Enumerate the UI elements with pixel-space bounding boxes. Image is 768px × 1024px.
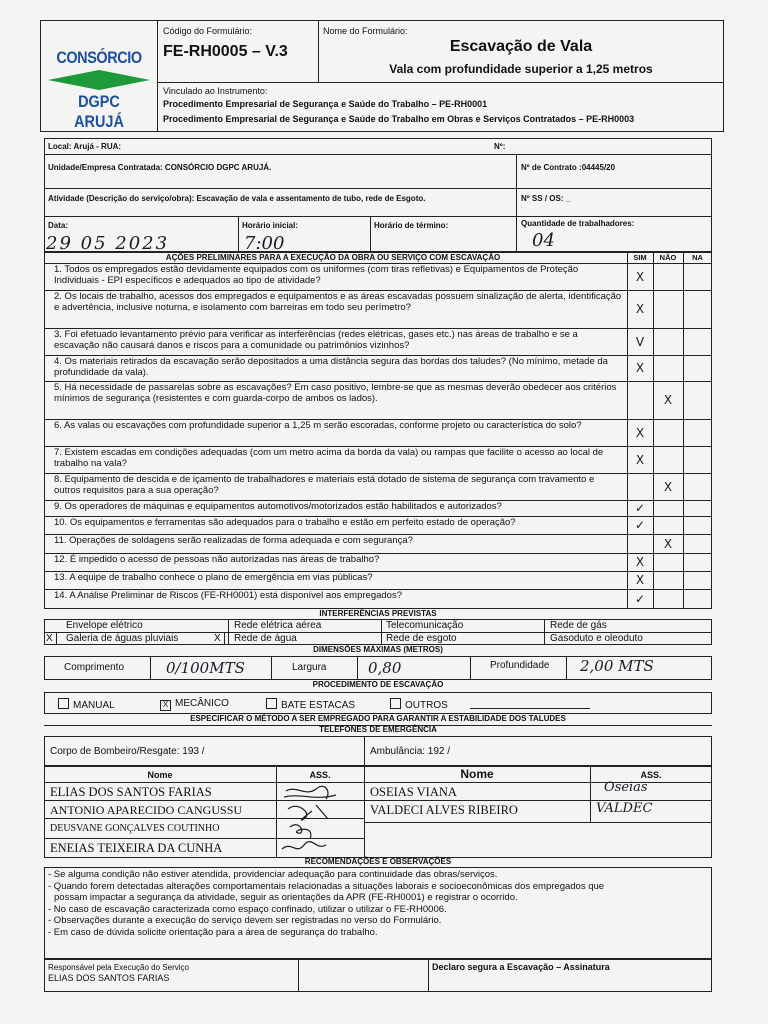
code-value: FE-RH0005 – V.3 [163, 43, 288, 60]
interf-rede-eletrica-aerea: Rede elétrica aérea [234, 620, 322, 631]
checklist-mark-sim: X [635, 453, 645, 467]
opt-mecanico-label: MECÂNICO [175, 698, 229, 709]
col-sim: SIM [633, 253, 647, 262]
interf-gasoduto-oleoduto: Gasoduto e oleoduto [550, 633, 643, 644]
form-subtitle: Vala com profundidade superior a 1,25 metros [389, 62, 653, 76]
name-label: Nome do Formulário: [323, 26, 408, 36]
procedimento-box [44, 692, 712, 714]
qtd-value: 04 [532, 230, 555, 251]
manual-checkbox [58, 698, 69, 709]
worker-5-signature: Oseias [604, 780, 648, 795]
recomendacao-5: - Em caso de dúvida solicite orientação para a área de segurança do trabalho. [48, 926, 378, 938]
opt-bate-estacas-label: BATE ESTACAS [281, 700, 356, 711]
checklist-mark-nao: X [663, 393, 673, 407]
checklist-item-text: 4. Os materiais retirados da escavação serão depositados a uma distância segura das bordas dos taludes? (No mínimo, metade da profundidade da vala). [54, 356, 608, 378]
comprimento-label: Comprimento [64, 662, 125, 673]
checklist-mark-sim: V [635, 335, 645, 349]
opt-manual [58, 698, 115, 711]
opt-bate-estacas [266, 698, 355, 711]
col-na: NA [692, 253, 703, 262]
worker-6-signature: VALDEC [596, 801, 653, 816]
ambulancia-phone: Ambulância: 192 / [370, 746, 451, 757]
logo-line1: CONSÓRCIO [56, 48, 142, 67]
checklist-mark-nao: X [663, 480, 673, 494]
recomendacao-3: - No caso de escavação caracterizada como espaço confinado, utilizar o utilizar o FE-RH0006. [48, 903, 447, 915]
checklist-item-text: 11. Operações de soldagens serão realizadas de forma adequada e com segurança? [54, 535, 413, 546]
checklist-mark-sim: X [635, 270, 645, 284]
opt-manual-label: MANUAL [73, 700, 115, 711]
linked-label: Vinculado ao Instrumento: [163, 86, 268, 96]
ss-os-field: Nº SS / OS: _ [521, 194, 571, 203]
linked-2: Procedimento Empresarial de Segurança e Saúde do Trabalho em Obras e Serviços Contratados – PE-RH0003 [163, 114, 635, 124]
checklist-mark-sim: ✓ [634, 592, 646, 606]
declaro-assinatura: Declaro segura a Escavação – Assinatura [432, 962, 610, 972]
local-field: Local: Arujá - RUA: [48, 142, 122, 151]
recomendacoes-heading: RECOMENDAÇÕES E OBSERVAÇÕES [304, 857, 452, 866]
checklist-item-text: 3. Foi efetuado levantamento prévio para verificar as interferências (redes elétricas, gases etc.) nas áreas de trabalho e se a escavação não causará danos e riscos para a comunidade ou patrimônios vizinhos? [54, 329, 578, 351]
atividade-field: Atividade (Descrição do serviço/obra): Escavação de vala e assentamento de tubo, rede de Esgoto. [48, 194, 426, 203]
checklist-mark-sim: X [635, 426, 645, 440]
mecanico-checkbox: X [160, 700, 171, 711]
checklist-mark-sim: X [635, 573, 645, 587]
checklist-item-text: 5. Há necessidade de passarelas sobre as escavações? Em caso positivo, lembre-se que as mesmas deverão obedecer aos critérios mínimos de segurança (resistentes e com guarda-corpo de ambos os lados). [54, 382, 617, 404]
recomendacao-2: - Quando forem detectadas alterações comportamentais relacionadas a situações laborais e socioeconômicas dos empregados que possam impactar a segurança da atividade, seguir as orientações da APR (FE-RH0001) e registrar o ocorrido. [48, 880, 605, 903]
logo-line2: DGPC ARUJÁ [74, 92, 124, 131]
checklist-item-text: 7. Existem escadas em condições adequadas (com um metro acima da borda da vala) ou rampas que facilite o acesso ao local de trabalho na vala? [54, 447, 604, 469]
code-label: Código do Formulário: [163, 26, 253, 36]
recomendacao-1: - Se alguma condição não estiver atendida, providenciar adequação para continuidade das obras/serviços. [48, 869, 498, 880]
telefones-heading: TELEFONES DE EMERGÊNCIA [319, 725, 437, 734]
profundidade-value: 2,00 MTS [580, 657, 654, 675]
interferencias-heading: INTERFERÊNCIAS PREVISTAS [319, 609, 437, 618]
checklist-item-text: 6. As valas ou escavações com profundidade superior a 1,25 m serão escoradas, conforme projeto ou característica do solo? [54, 420, 582, 431]
checklist-mark-sim: X [635, 361, 645, 375]
worker-3: DEUSVANE GONÇALVES COUTINHO [50, 823, 220, 834]
interf-rede-de-gas: Rede de gás [550, 620, 607, 631]
checklist-mark-sim: ✓ [634, 518, 646, 532]
responsavel-label: Responsável pela Execução do Serviço [48, 963, 189, 972]
opt-outros-label: OUTROS [405, 700, 448, 711]
interf-galeria-mark: X [46, 633, 53, 644]
interf-envelope-eletrico: Envelope elétrico [66, 620, 143, 631]
interf-galeria-aguas-pluviais: Galeria de águas pluviais [66, 633, 179, 644]
opt-mecanico [160, 698, 229, 711]
largura-value: 0,80 [368, 659, 402, 677]
equipe-col-ass-right: ASS. [640, 770, 662, 780]
interf-rede-agua-mark: X [214, 633, 221, 644]
checklist-heading: AÇÕES PRELIMINARES PARA A EXECUÇÃO DA OBRA OU SERVIÇO COM ESCAVAÇÃO [165, 253, 501, 262]
opt-outros [390, 698, 448, 711]
checklist-item-text: 2. Os locais de trabalho, acessos dos empregados e equipamentos e as áreas escavadas possuem sinalização de alerta, identificação e advertência, inclusive noturna, e isolamento com barreiras em todo seu perímetro? [54, 291, 622, 313]
metodo-heading: ESPECIFICAR O MÉTODO A SER EMPREGADO PARA GARANTIR A ESTABILIDADE DOS TALUDES [190, 714, 566, 723]
worker-2: ANTONIO APARECIDO CANGUSSU [50, 803, 243, 817]
interf-rede-de-agua: Rede de água [234, 633, 297, 644]
equipe-col-ass-left: ASS. [309, 770, 331, 780]
n-field: Nº: [494, 142, 506, 151]
form-title: Escavação de Vala [449, 38, 593, 55]
worker-6: VALDECI ALVES RIBEIRO [370, 803, 518, 817]
checklist-mark-sim: X [635, 302, 645, 316]
signature-scribbles [276, 783, 364, 857]
procedimento-heading: PROCEDIMENTO DE ESCAVAÇÃO [312, 680, 444, 689]
dimensoes-heading: DIMENSÕES MÁXIMAS (METROS) [313, 645, 443, 654]
data-label: Data: [48, 221, 69, 230]
worker-1: ELIAS DOS SANTOS FARIAS [50, 785, 212, 799]
checklist-item-text: 9. Os operadores de máquinas e equipamentos automotivos/motorizados estão habilitados e autorizados? [54, 501, 502, 512]
recomendacoes-list [48, 869, 608, 938]
unidade-field: Unidade/Empresa Contratada: CONSÓRCIO DGPC ARUJÁ. [48, 163, 272, 172]
interf-rede-de-esgoto: Rede de esgoto [386, 633, 457, 644]
recomendacao-4: - Observações durante a execução do serviço devem ser registradas no verso do Formulário. [48, 915, 442, 926]
responsavel-name: ELIAS DOS SANTOS FARIAS [48, 973, 170, 983]
comprimento-value: 0/100MTS [166, 659, 245, 677]
hora-fim-label: Horário de término: [374, 221, 449, 230]
checklist-mark-sim: ✓ [634, 501, 646, 515]
checklist-item-text: 13. A equipe de trabalho conhece o plano de emergência em vias públicas? [54, 572, 373, 583]
logo [44, 40, 154, 131]
hora-ini-label: Horário inicial: [242, 221, 299, 230]
checklist-item-text: 10. Os equipamentos e ferramentas são adequados para o trabalho e estão em perfeito estado de operação? [54, 517, 516, 528]
outros-checkbox [390, 698, 401, 709]
bate-estacas-checkbox [266, 698, 277, 709]
data-value: 29 05 2023 [46, 233, 170, 254]
checklist-mark-sim: X [635, 555, 645, 569]
linked-1: Procedimento Empresarial de Segurança e Saúde do Trabalho – PE-RH0001 [163, 99, 488, 109]
col-nao: NÃO [659, 253, 677, 262]
worker-5: OSEIAS VIANA [370, 785, 457, 799]
bombeiro-phone: Corpo de Bombeiro/Resgate: 193 / [50, 746, 205, 757]
checklist-item-text: 8. Equipamento de descida e de içamento de trabalhadores e materiais está dotado de sistema de segurança com travamento e outros requisitos para a sua operação? [54, 474, 595, 496]
equipe-col-nome-right: Nome [460, 767, 494, 781]
checklist-mark-nao: X [663, 537, 673, 551]
checklist-item-text: 12. É impedido o acesso de pessoas não autorizadas nas áreas de trabalho? [54, 554, 380, 565]
qtd-label: Quantidade de trabalhadores: [521, 219, 635, 228]
interf-telecomunicacao: Telecomunicação [386, 620, 464, 631]
largura-label: Largura [292, 662, 327, 673]
logo-arrow-icon [44, 68, 154, 92]
worker-4: ENEIAS TEIXEIRA DA CUNHA [50, 841, 223, 855]
equipe-col-nome-left: Nome [147, 770, 173, 780]
hora-ini-value: 7:00 [244, 233, 285, 254]
contrato-field: Nº de Contrato :04445/20 [521, 163, 616, 172]
checklist-item-text: 1. Todos os empregados estão devidamente equipados com os uniformes (com tiras refletivas) e Equipamentos de Proteção Individuais - EPI específicos e adequados ao tipo de atividade? [54, 264, 579, 286]
checklist-item-text: 14. A Análise Preliminar de Riscos (FE-RH0001) está disponível aos empregados? [54, 590, 402, 601]
profundidade-label: Profundidade [490, 660, 550, 671]
